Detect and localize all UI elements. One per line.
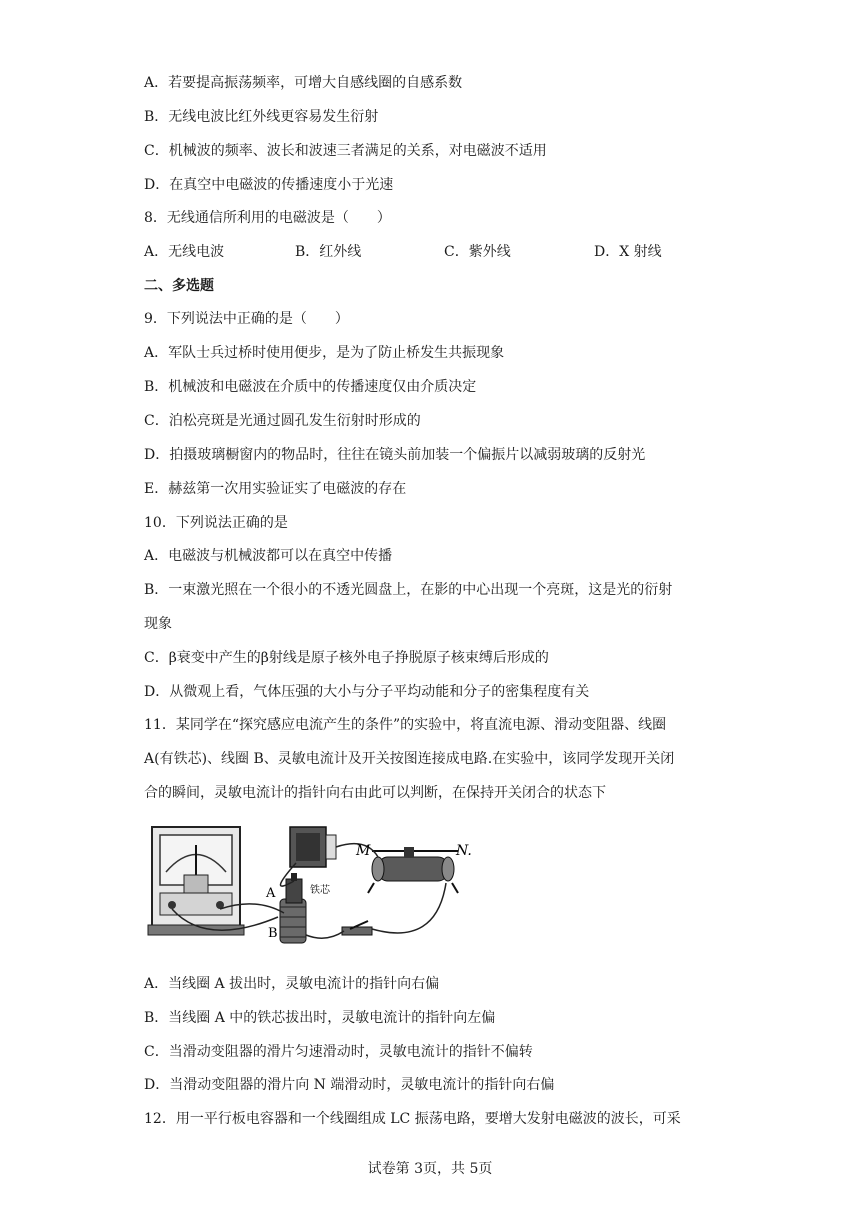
q9-option-c: C．泊松亮斑是光通过圆孔发生衍射时形成的 (144, 413, 421, 429)
label-n: N. (456, 843, 472, 859)
q11-option-c: C．当滑动变阻器的滑片匀速滑动时，灵敏电流计的指针不偏转 (144, 1044, 533, 1060)
q8-option-c: C．紫外线 (444, 244, 511, 260)
switch (342, 921, 372, 935)
q8-stem: 8．无线通信所利用的电磁波是（ ） (144, 210, 391, 226)
battery (290, 827, 336, 867)
q8-option-a: A．无线电波 (144, 244, 225, 260)
q7-option-b: B．无线电波比红外线更容易发生衍射 (144, 109, 379, 125)
label-iron-core: 铁芯 (310, 885, 330, 896)
label-m: M (356, 843, 371, 859)
q11-option-a: A．当线圈 A 拔出时，灵敏电流计的指针向右偏 (144, 976, 440, 992)
label-b: B (268, 926, 278, 941)
section-title: 二、多选题 (144, 278, 214, 294)
q10-stem: 10．下列说法正确的是 (144, 515, 288, 531)
circuit-diagram-figure (146, 817, 490, 951)
q9-option-d: D．拍摄玻璃橱窗内的物品时，往往在镜头前加装一个偏振片以减弱玻璃的反射光 (144, 447, 646, 463)
q9-stem: 9．下列说法中正确的是（ ） (144, 311, 349, 327)
q9-option-e: E．赫兹第一次用实验证实了电磁波的存在 (144, 481, 407, 497)
coil-b (280, 899, 306, 943)
q10-option-c: C．β衰变中产生的β射线是原子核外电子挣脱原子核束缚后形成的 (144, 650, 549, 666)
q9-option-b: B．机械波和电磁波在介质中的传播速度仅由介质决定 (144, 379, 477, 395)
page-footer: 试卷第 3页，共 5页 (367, 1161, 493, 1177)
q10-option-b: B．一束激光照在一个很小的不透光圆盘上，在影的中心出现一个亮斑，这是光的衍射 (144, 582, 673, 598)
q8-option-d: D．X 射线 (594, 244, 662, 260)
q11-option-d: D．当滑动变阻器的滑片向 N 端滑动时，灵敏电流计的指针向右偏 (144, 1077, 555, 1093)
galvanometer (148, 827, 244, 935)
q11-option-b: B．当线圈 A 中的铁芯拔出时，灵敏电流计的指针向左偏 (144, 1010, 496, 1026)
q11-stem-line2: A(有铁芯)、线圈 B、灵敏电流计及开关按图连接成电路.在实验中，该同学发现开关闭 (144, 751, 675, 767)
coil-a (286, 873, 302, 903)
q8-option-b: B．红外线 (295, 244, 362, 260)
q12-stem: 12．用一平行板电容器和一个线圈组成 LC 振荡电路，要增大发射电磁波的波长，可采 (144, 1111, 681, 1127)
q10-option-b-cont: 现象 (144, 616, 172, 632)
q10-option-d: D．从微观上看，气体压强的大小与分子平均动能和分子的密集程度有关 (144, 684, 590, 700)
q11-stem-line1: 11．某同学在“探究感应电流产生的条件”的实验中，将直流电源、滑动变阻器、线圈 (144, 717, 667, 733)
rheostat (368, 847, 458, 893)
label-a: A (266, 886, 276, 901)
q10-option-a: A．电磁波与机械波都可以在真空中传播 (144, 548, 393, 564)
q9-option-a: A．军队士兵过桥时使用便步，是为了防止桥发生共振现象 (144, 345, 505, 361)
q7-option-c: C．机械波的频率、波长和波速三者满足的关系，对电磁波不适用 (144, 143, 547, 159)
q7-option-a: A．若要提高振荡频率，可增大自感线圈的自感系数 (144, 75, 463, 91)
q7-option-d: D．在真空中电磁波的传播速度小于光速 (144, 177, 394, 193)
q11-stem-line3: 合的瞬间，灵敏电流计的指针向右由此可以判断，在保持开关闭合的状态下 (144, 785, 606, 801)
